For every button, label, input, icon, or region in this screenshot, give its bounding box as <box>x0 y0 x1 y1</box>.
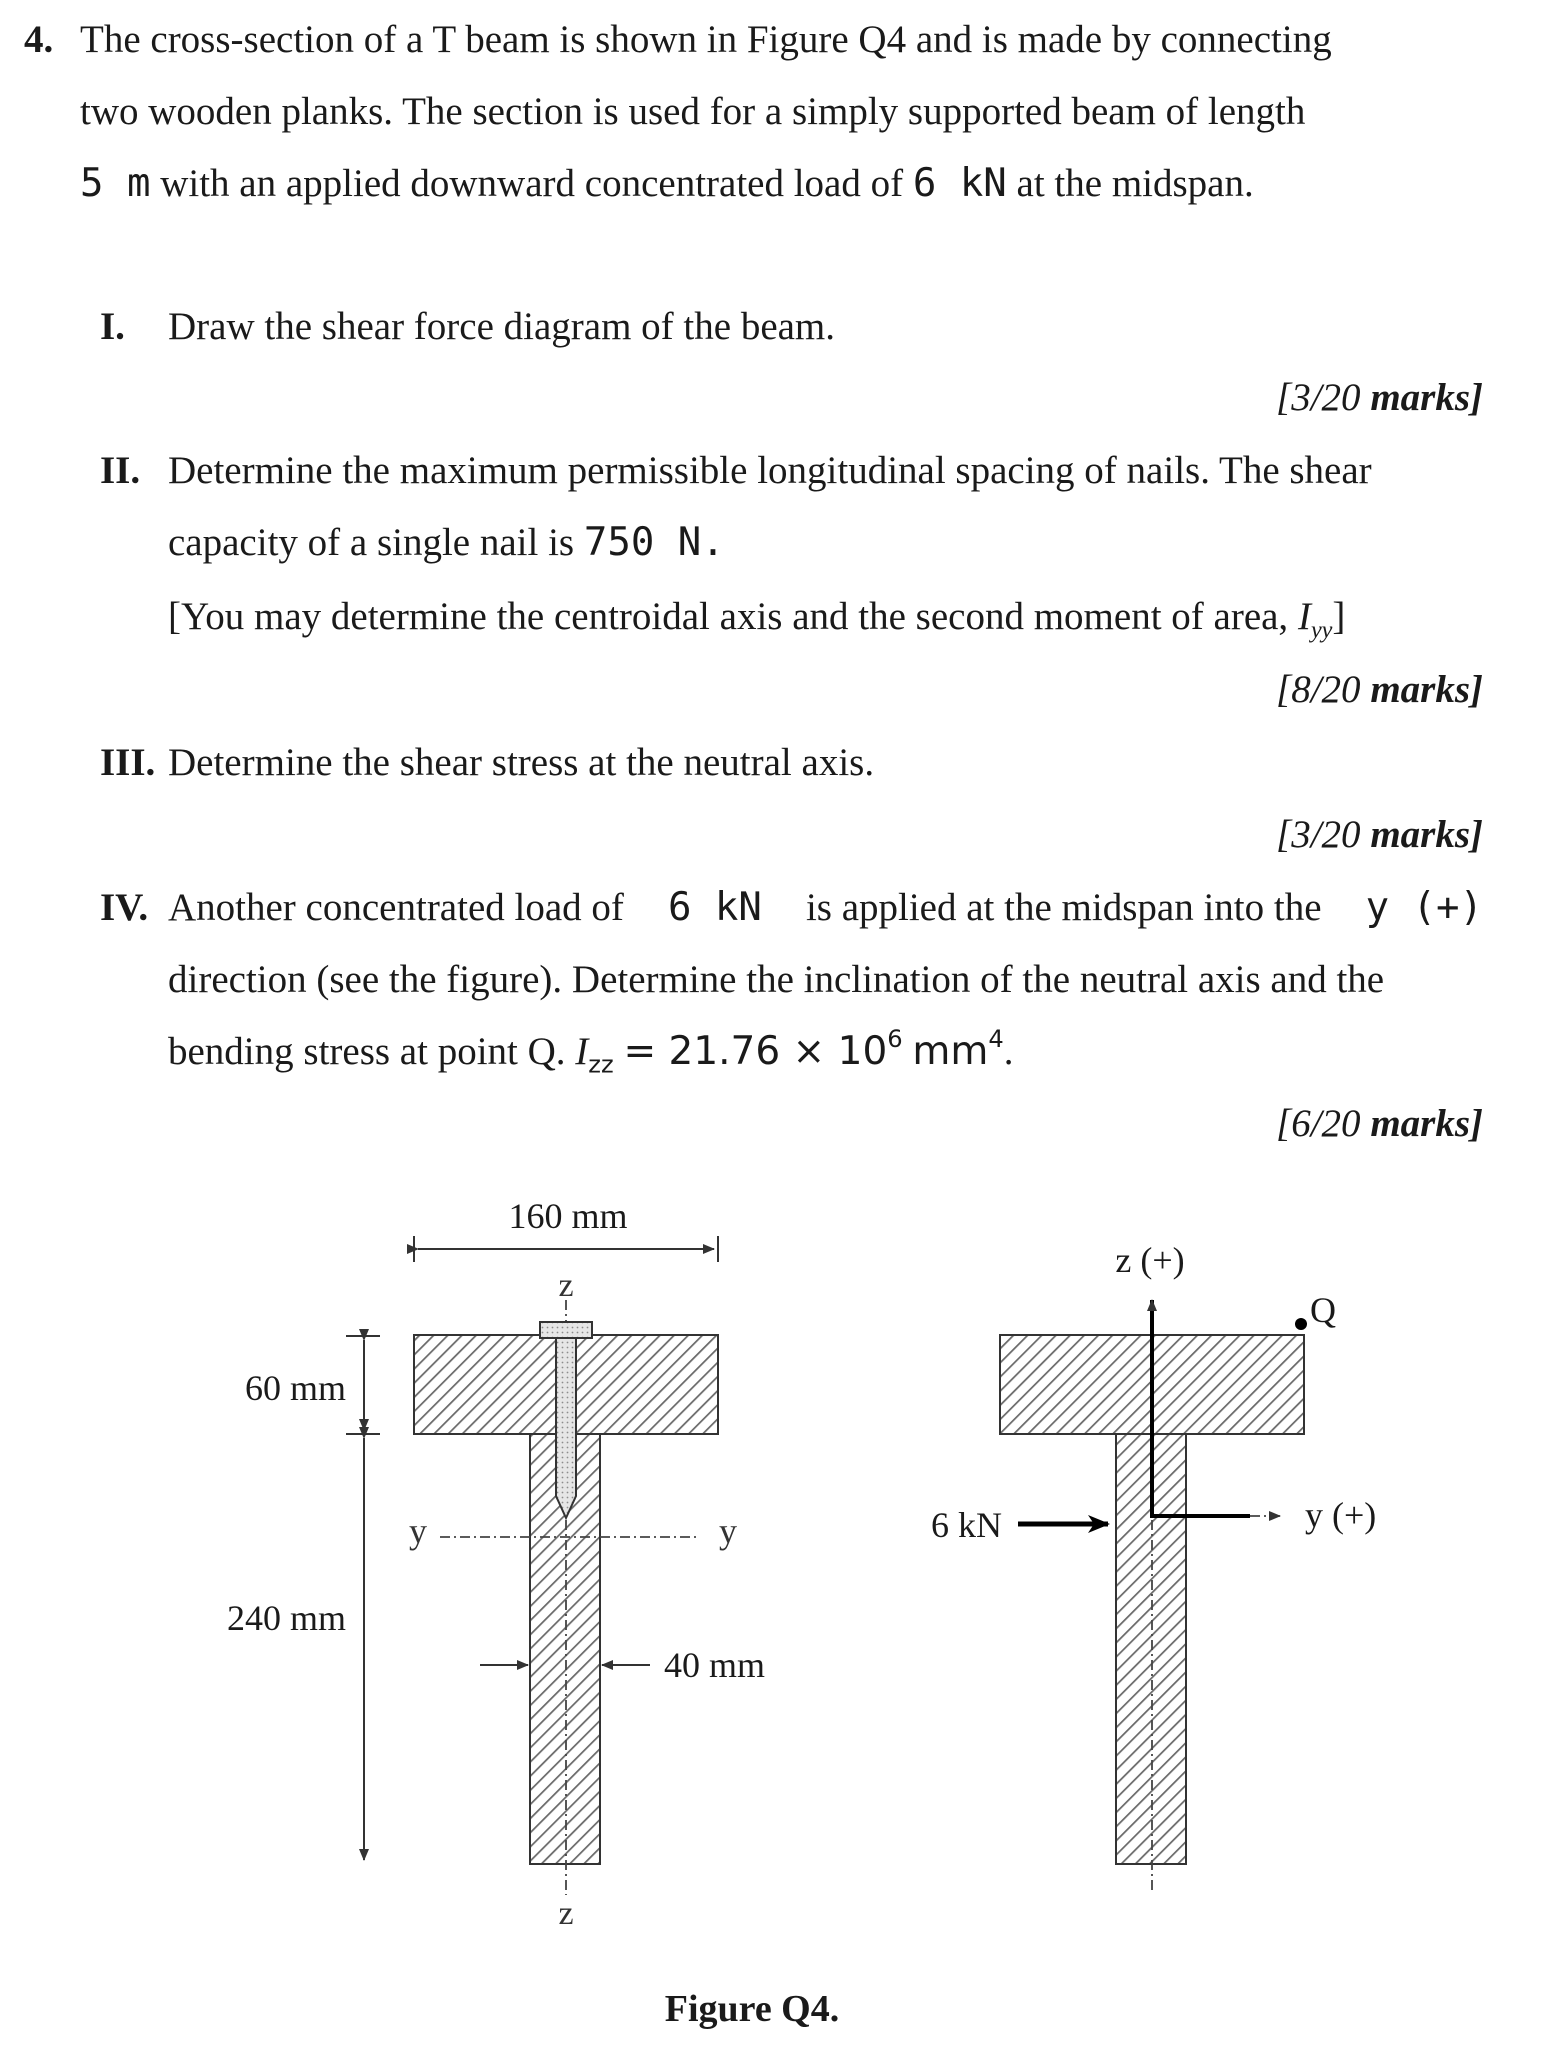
axis-y-left: y <box>409 1511 427 1551</box>
iyy-subscript: yy <box>1310 616 1333 644</box>
axis-z-positive-label: z (+) <box>1115 1240 1185 1280</box>
izz-unit: mm <box>912 1029 989 1074</box>
web-height-label: 240 mm <box>226 1598 346 1638</box>
question-number: 4. <box>24 18 54 61</box>
part-iii-text: Determine the shear stress at the neutral axis. <box>168 741 875 784</box>
axis-y-right: y <box>719 1511 737 1551</box>
izz-symbol: I <box>575 1030 589 1073</box>
part-iii-number: III. <box>100 741 156 784</box>
load-label: 6 kN <box>931 1505 1002 1545</box>
part-ii-marks-num: [8/20 <box>1276 668 1361 711</box>
width-label: 160 mm <box>508 1196 628 1236</box>
part-iv-marks-num: [6/20 <box>1276 1102 1361 1145</box>
intro-text-2: two wooden planks. The section is used for a simply supported beam of length <box>80 90 1306 133</box>
izz-exponent: 6 <box>887 1025 903 1054</box>
part-i-number: I. <box>100 305 125 348</box>
second-load: 6 kN <box>667 885 762 930</box>
web-width-label: 40 mm <box>664 1645 766 1685</box>
part-iii-marks-num: [3/20 <box>1276 813 1361 856</box>
part-iv-text-3: bending stress at point Q. <box>168 1030 566 1073</box>
point-q-marker <box>1295 1318 1307 1330</box>
part-ii-text-1: Determine the maximum permissible longitudinal spacing of nails. The shear <box>168 449 1372 492</box>
izz-subscript: zz <box>588 1050 614 1079</box>
part-i-marks-num: [3/20 <box>1276 376 1361 419</box>
part-ii-text-2: capacity of a single nail is <box>168 521 575 564</box>
part-iv-marks-word: marks] <box>1370 1102 1483 1145</box>
part-iv-text-1b: is applied at the midspan into the <box>805 886 1322 929</box>
nail-capacity: 750 N. <box>583 520 725 565</box>
load-direction: y (+) <box>1365 885 1483 930</box>
izz-value: = 21.76 × 10 <box>623 1029 888 1074</box>
axis-z-bottom: z <box>558 1895 574 1932</box>
part-i-text: Draw the shear force diagram of the beam. <box>168 305 836 348</box>
intro-text-3b: at the midspan. <box>1016 162 1254 205</box>
nail-shank <box>556 1338 576 1518</box>
part-iv-text-2: direction (see the figure). Determine the inclination of the neutral axis and the <box>168 958 1385 1001</box>
part-ii-number: II. <box>100 449 141 492</box>
flange-height-label: 60 mm <box>244 1368 346 1408</box>
part-i-marks-word: marks] <box>1370 376 1483 419</box>
part-iv-text-3-end: . <box>1003 1030 1014 1073</box>
figure-caption: Figure Q4. <box>664 1988 840 2030</box>
applied-load: 6 kN <box>912 161 1007 206</box>
part-iv-text-1a: Another concentrated load of <box>168 886 624 929</box>
axis-z-top: z <box>558 1267 574 1304</box>
part-iii-marks-word: marks] <box>1370 813 1483 856</box>
beam-length: 5 m <box>80 161 151 206</box>
axis-y-positive-label: y (+) <box>1305 1495 1377 1535</box>
part-ii-text-3-end: ] <box>1332 595 1346 638</box>
nail-head <box>540 1322 592 1338</box>
part-ii-marks-word: marks] <box>1370 668 1483 711</box>
part-ii-text-3: [You may determine the centroidal axis and the second moment of area, <box>168 595 1289 638</box>
intro-text-1: The cross-section of a T beam is shown in Figure Q4 and is made by connecting <box>80 18 1332 61</box>
intro-text-3a: with an applied downward concentrated load of <box>160 162 904 205</box>
point-q-label: Q <box>1310 1290 1336 1330</box>
iyy-symbol: I <box>1297 595 1311 638</box>
izz-unit-exponent: 4 <box>988 1025 1004 1054</box>
part-iv-number: IV. <box>100 886 149 929</box>
